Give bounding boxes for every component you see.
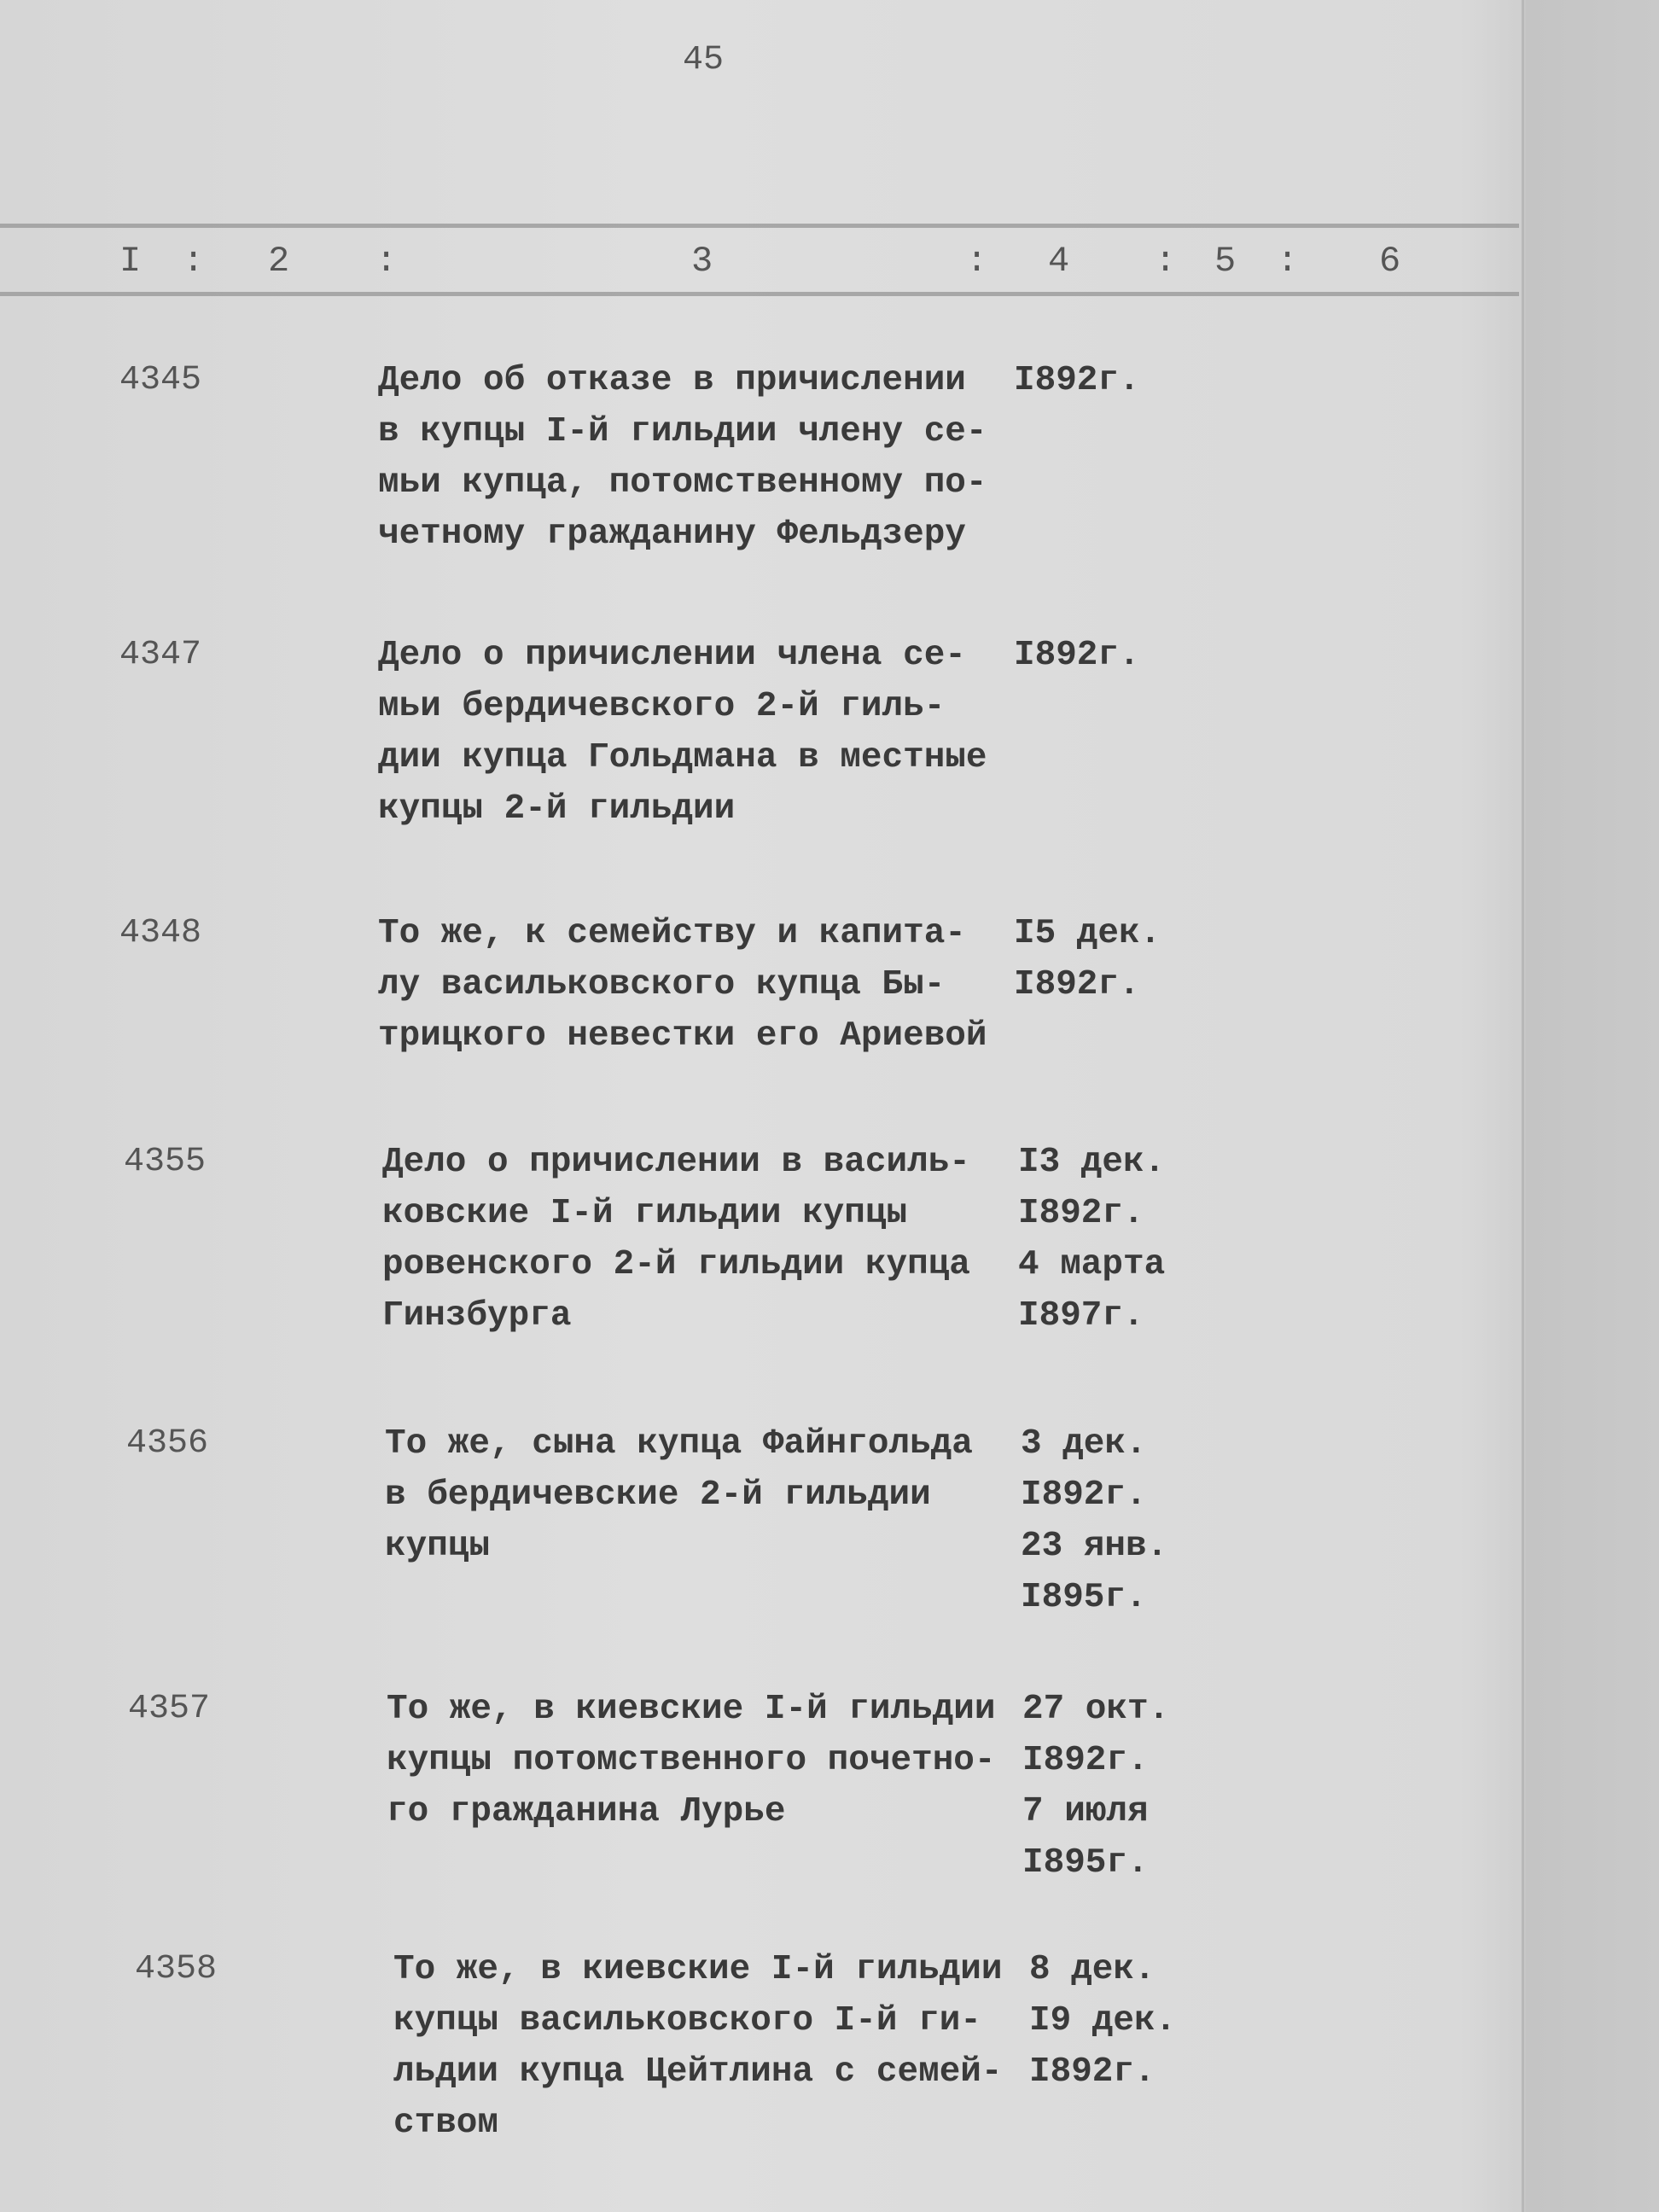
entry-number: 4356 (126, 1424, 209, 1463)
description-line: купцы потомственного почетно- (387, 1741, 996, 1780)
date-line: I9 дек. (1029, 2001, 1177, 2040)
entry-dates (1021, 1418, 1167, 1623)
column-separator: : (183, 241, 205, 282)
entry-number: 4348 (119, 914, 202, 952)
entry-description (387, 1684, 996, 1837)
date-line: I892г. (1014, 965, 1140, 1004)
entry-number: 4357 (128, 1690, 211, 1728)
description-line: лу васильковского купца Бы- (378, 965, 946, 1004)
description-line: То же, сына купца Файнгольда (385, 1424, 973, 1464)
entry-dates (1014, 630, 1140, 681)
description-line: То же, в киевские I-й гильдии (393, 1950, 1003, 1989)
entry-description (382, 1137, 970, 1342)
paper-edge (1522, 0, 1524, 2212)
entry-dates (1029, 1944, 1176, 2098)
column-header: 4 (1048, 241, 1070, 282)
date-line: I895г. (1021, 1578, 1147, 1617)
column-separator: : (966, 241, 988, 282)
column-header: 3 (691, 241, 713, 282)
date-line: I892г. (1014, 636, 1140, 675)
description-line: купцы васильковского I-й ги- (393, 2001, 981, 2040)
entry-dates (1018, 1137, 1165, 1342)
description-line: То же, в киевские I-й гильдии (387, 1690, 996, 1729)
description-line: четному гражданину Фельдзеру (378, 515, 966, 554)
description-line: купцы (385, 1527, 491, 1566)
entry-description (378, 630, 987, 835)
entry-dates (1014, 355, 1140, 406)
date-line: I895г. (1022, 1843, 1149, 1883)
description-line: трицкого невестки его Ариевой (378, 1016, 987, 1056)
entry-number: 4355 (124, 1143, 207, 1181)
description-line: дии купца Гольдмана в местные (378, 738, 987, 777)
description-line: То же, к семейству и капита- (378, 914, 966, 953)
column-header: I (119, 241, 142, 282)
header-top-rule (0, 224, 1519, 228)
date-line: 27 окт. (1022, 1690, 1170, 1729)
date-line: 4 марта (1018, 1245, 1166, 1284)
description-line: ровенского 2-й гильдии купца (382, 1245, 970, 1284)
entry-number: 4347 (119, 636, 202, 674)
description-line: Дело о причислении в василь- (382, 1143, 970, 1182)
entry-number: 4358 (135, 1950, 218, 1988)
date-line: I892г. (1021, 1476, 1147, 1515)
date-line: I5 дек. (1014, 914, 1161, 953)
date-line: I897г. (1018, 1296, 1144, 1336)
column-header: 6 (1379, 241, 1401, 282)
entry-description (393, 1944, 1003, 2149)
date-line: 8 дек. (1029, 1950, 1155, 1989)
column-header: 2 (268, 241, 290, 282)
description-line: ковские I-й гильдии купцы (382, 1194, 908, 1233)
entry-description (378, 355, 987, 560)
date-line: I892г. (1014, 361, 1140, 400)
column-separator: : (375, 241, 398, 282)
date-line: 3 дек. (1021, 1424, 1147, 1464)
page-number: 45 (683, 41, 725, 79)
description-line: ством (393, 2104, 499, 2143)
date-line: I892г. (1022, 1741, 1149, 1780)
description-line: в купцы I-й гильдии члену се- (378, 412, 987, 451)
date-line: I892г. (1018, 1194, 1144, 1233)
column-header: 5 (1214, 241, 1237, 282)
description-line: Дело о причислении члена се- (378, 636, 966, 675)
entry-description (378, 908, 987, 1062)
description-line: го гражданина Лурье (387, 1792, 786, 1831)
date-line: 23 янв. (1021, 1527, 1168, 1566)
description-line: в бердичевские 2-й гильдии (385, 1476, 931, 1515)
entry-dates (1022, 1684, 1169, 1889)
description-line: купцы 2-й гильдии (378, 789, 736, 829)
date-line: I3 дек. (1018, 1143, 1166, 1182)
column-separator: : (1155, 241, 1177, 282)
entry-number: 4345 (119, 361, 202, 399)
header-bottom-rule (0, 292, 1519, 296)
description-line: мьи купца, потомственному по- (378, 463, 987, 503)
column-separator: : (1277, 241, 1299, 282)
description-line: Дело об отказе в причислении (378, 361, 966, 400)
description-line: мьи бердичевского 2-й гиль- (378, 687, 946, 726)
entry-description (385, 1418, 973, 1572)
date-line: I892г. (1029, 2052, 1155, 2092)
description-line: Гинзбурга (382, 1296, 572, 1336)
date-line: 7 июля (1022, 1792, 1149, 1831)
entry-dates (1014, 908, 1161, 1010)
description-line: льдии купца Цейтлина с семей- (393, 2052, 1003, 2092)
